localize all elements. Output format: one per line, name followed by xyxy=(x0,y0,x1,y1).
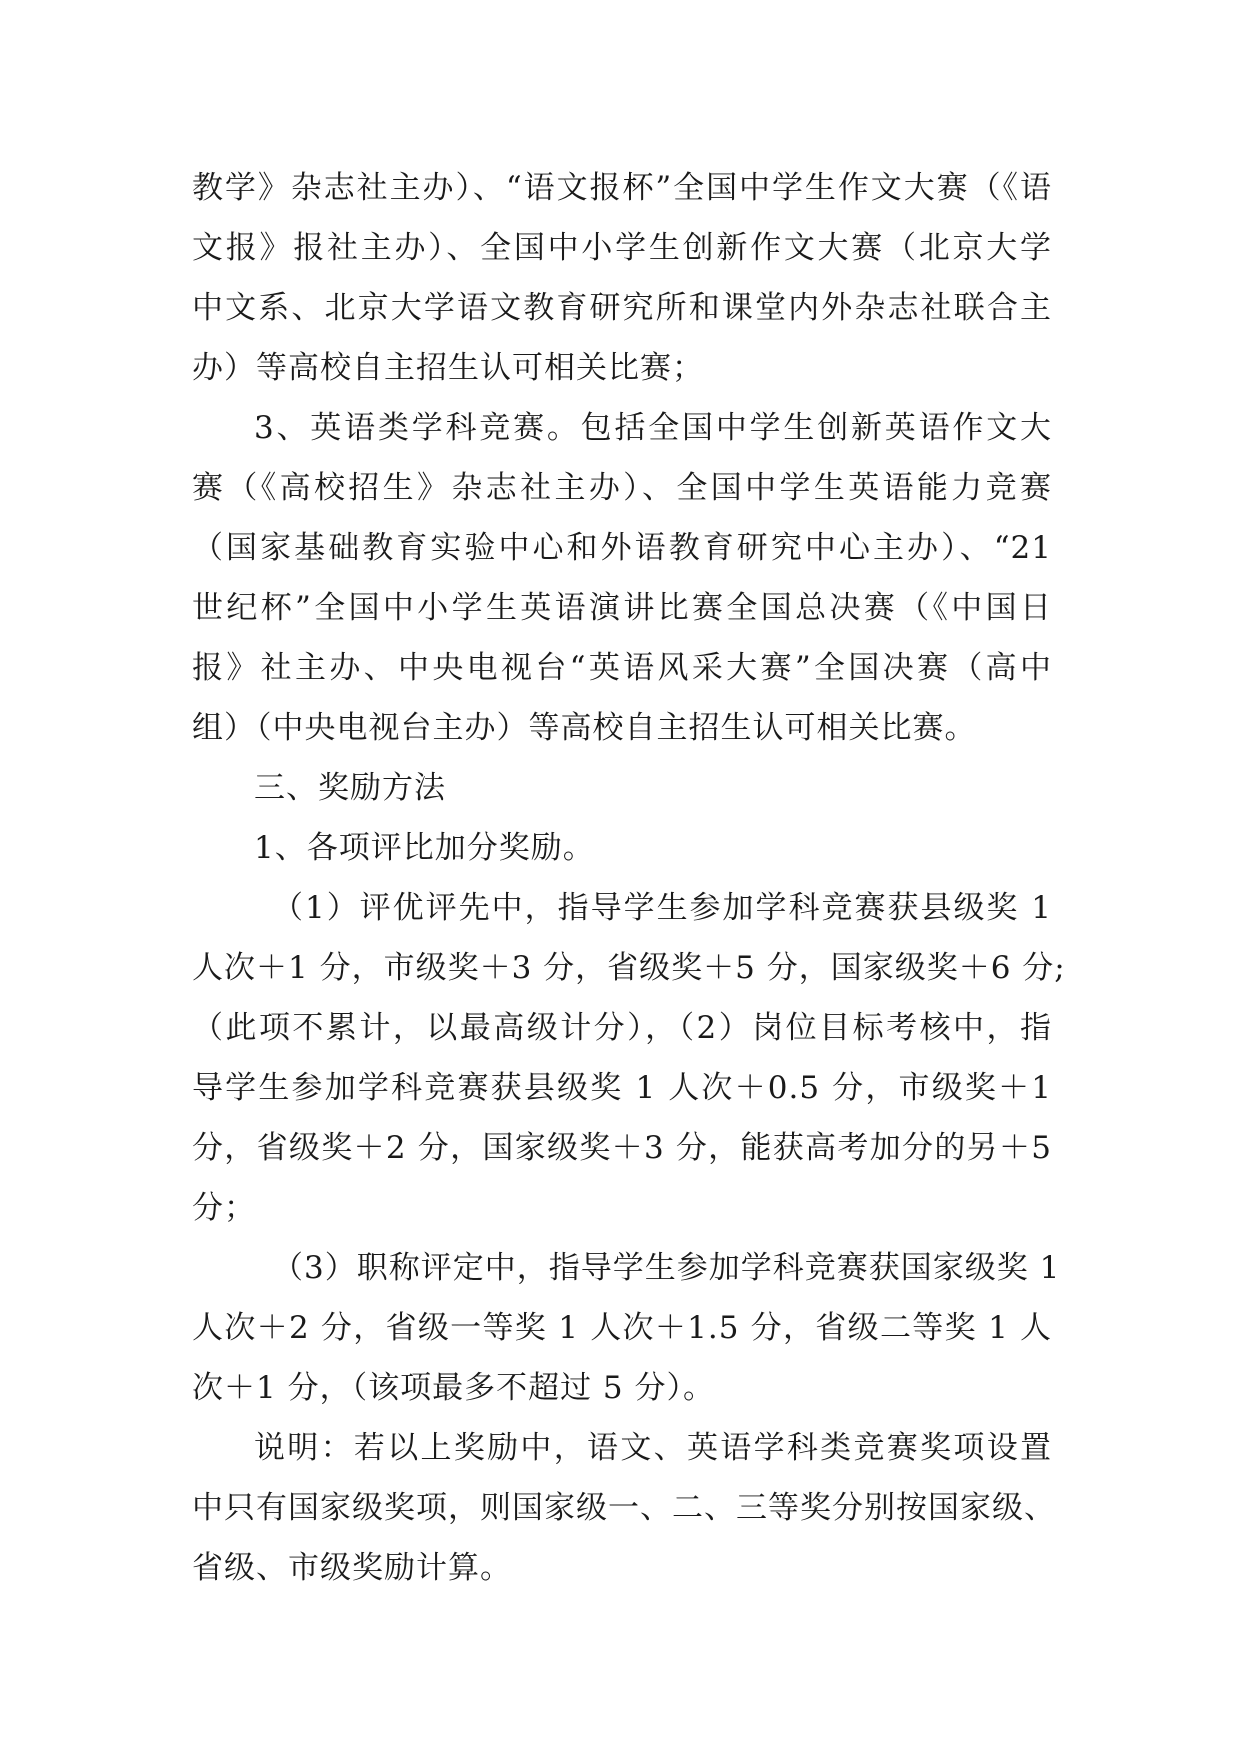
text-line: 人次＋1 分，市级奖＋3 分，省级奖＋5 分，国家级奖＋6 分; xyxy=(192,950,1066,986)
text-line: 说明：若以上奖励中，语文、英语学科类竞赛奖项设置 xyxy=(254,1430,1052,1466)
text-line: （3）职称评定中，指导学生参加学科竞赛获国家级奖 1 xyxy=(272,1250,1061,1286)
text-line: 办）等高校自主招生认可相关比赛； xyxy=(192,350,704,386)
text-line: 中文系、北京大学语文教育研究所和课堂内外杂志社联合主 xyxy=(192,290,1052,326)
text-line: 人次＋2 分，省级一等奖 1 人次＋1.5 分，省级二等奖 1 人 xyxy=(192,1310,1052,1346)
document-body xyxy=(192,158,1066,1598)
text-line: （国家基础教育实验中心和外语教育研究中心主办）、“21 xyxy=(192,530,1052,566)
text-line: 赛（《高校招生》杂志社主办）、全国中学生英语能力竞赛 xyxy=(192,470,1052,506)
text-line: 报》社主办、中央电视台“英语风采大赛”全国决赛（高中 xyxy=(192,650,1052,686)
text-line: 中只有国家级奖项，则国家级一、二、三等奖分别按国家级、 xyxy=(192,1490,1056,1526)
text-line: 省级、市级奖励计算。 xyxy=(192,1550,512,1586)
text-line: （此项不累计，以最高级计分），（2）岗位目标考核中，指 xyxy=(192,1010,1052,1046)
text-line: 组）（中央电视台主办）等高校自主招生认可相关比赛。 xyxy=(192,710,977,746)
text-line: 文报》报社主办）、全国中小学生创新作文大赛（北京大学 xyxy=(192,230,1052,266)
text-line: （1）评优评先中，指导学生参加学科竞赛获县级奖 1 xyxy=(272,890,1052,926)
text-line: 教学》杂志社主办）、“语文报杯”全国中学生作文大赛（《语 xyxy=(192,170,1052,206)
text-line: 分； xyxy=(192,1190,256,1226)
text-line: 1、各项评比加分奖励。 xyxy=(254,830,595,866)
text-line: 分，省级奖＋2 分，国家级奖＋3 分，能获高考加分的另＋5 xyxy=(192,1130,1052,1166)
text-line: 3、英语类学科竞赛。包括全国中学生创新英语作文大 xyxy=(254,410,1052,446)
text-line: 导学生参加学科竞赛获县级奖 1 人次＋0.5 分，市级奖＋1 xyxy=(192,1070,1052,1106)
text-line: 世纪杯”全国中小学生英语演讲比赛全国总决赛（《中国日 xyxy=(192,590,1052,626)
section-heading: 三、奖励方法 xyxy=(254,770,446,806)
text-line: 次＋1 分，（该项最多不超过 5 分）。 xyxy=(192,1370,716,1406)
